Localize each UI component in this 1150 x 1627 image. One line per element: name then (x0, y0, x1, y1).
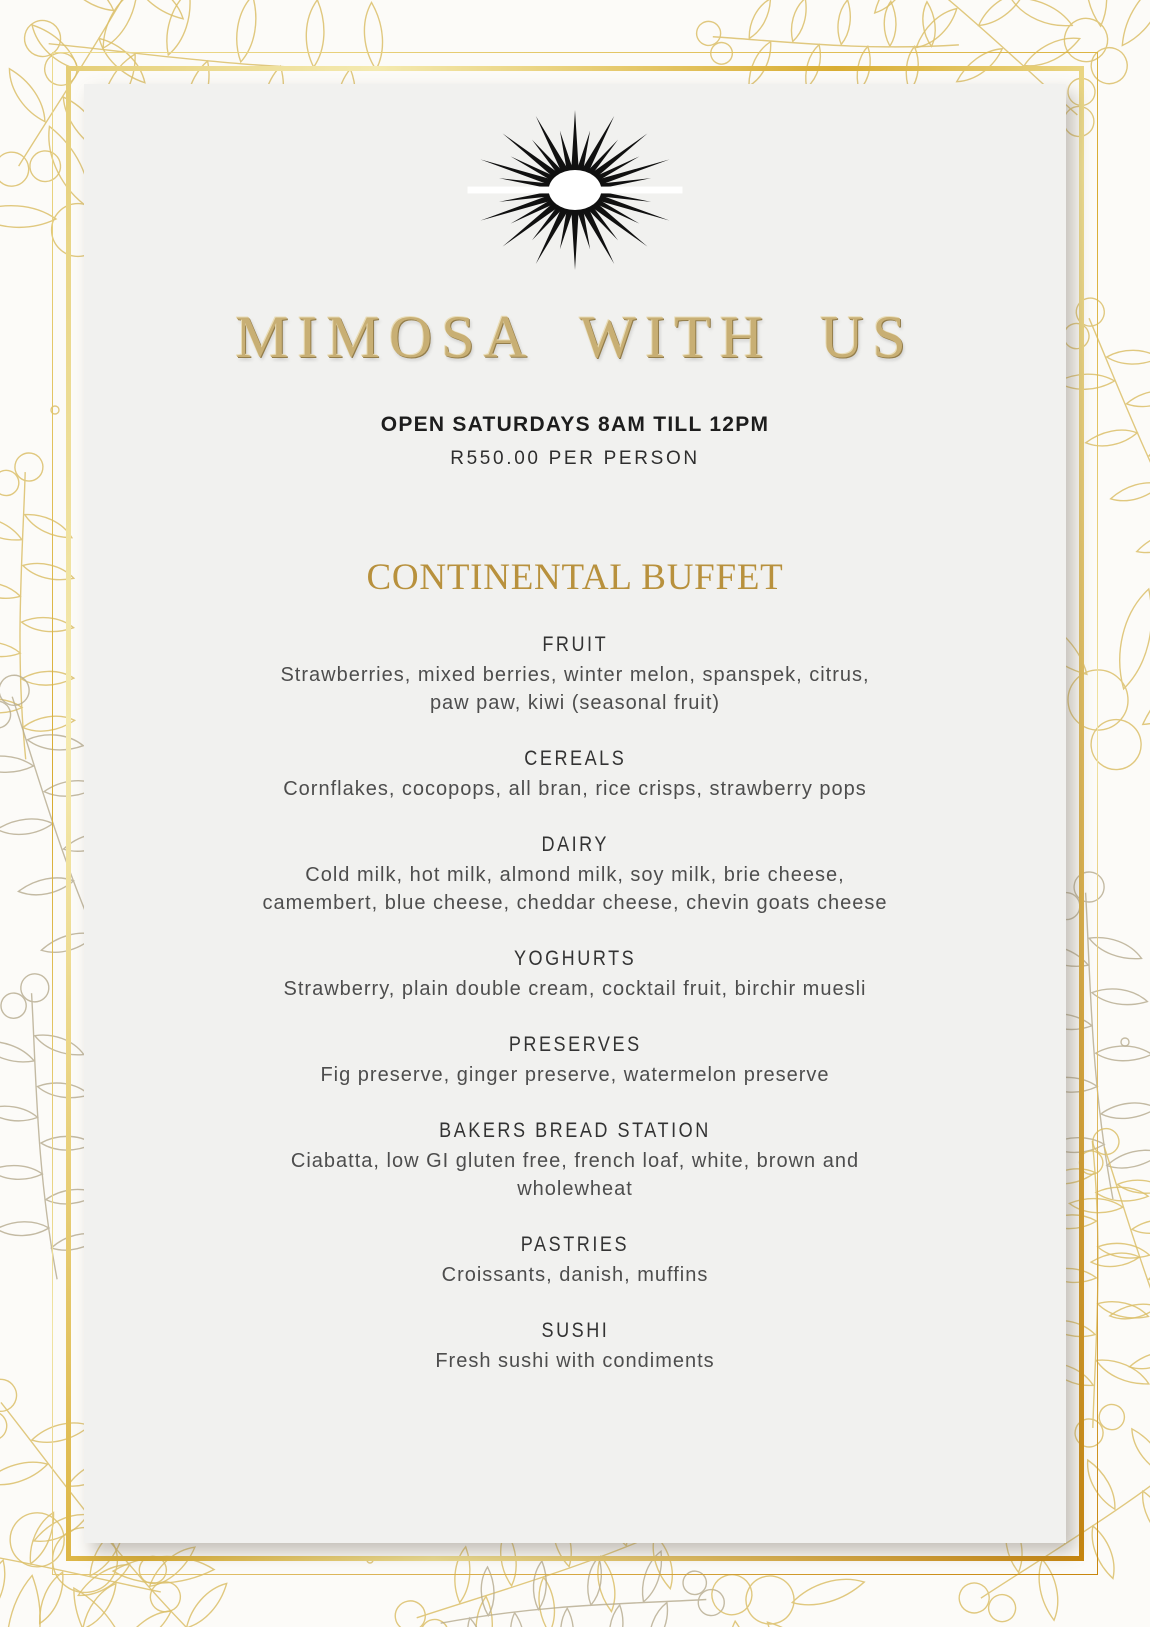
section-items: Cold milk, hot milk, almond milk, soy milk, brie cheese, camembert, blue cheese, cheddar cheese, chevin goats cheese (262, 864, 888, 915)
section-heading: FRUIT (542, 633, 608, 657)
section-items: Strawberries, mixed berries, winter melon, spanspek, citrus, paw paw, kiwi (seasonal fruit) (280, 664, 870, 715)
menu-sections (84, 633, 1066, 1375)
restaurant-title: MIMOSA WITH US (235, 304, 915, 370)
price-per-person-text: R550.00 PER PERSON (450, 448, 700, 470)
section-heading: DAIRY (541, 833, 609, 857)
section-heading: SUSHI (541, 1319, 609, 1343)
menu-section-cereals (84, 747, 1066, 803)
opening-hours-text: OPEN SATURDAYS 8AM TILL 12PM (380, 413, 770, 437)
section-heading: CEREALS (523, 747, 627, 771)
section-items: Fig preserve, ginger preserve, watermelon preserve (320, 1064, 830, 1087)
menu-section-yoghurts (84, 947, 1066, 1003)
menu-section-pastries (84, 1233, 1066, 1289)
menu-section-dairy (84, 833, 1066, 917)
buffet-section-title: CONTINENTAL BUFFET (366, 557, 784, 599)
section-items: Strawberry, plain double cream, cocktail fruit, birchir muesli (283, 978, 867, 1001)
section-items: Cornflakes, cocopops, all bran, rice crisps, strawberry pops (283, 778, 867, 801)
menu-section-preserves (84, 1033, 1066, 1089)
menu-section-sushi (84, 1319, 1066, 1375)
menu-section-fruit (84, 633, 1066, 717)
section-heading: PASTRIES (520, 1233, 630, 1257)
section-heading: PRESERVES (508, 1033, 642, 1057)
section-heading: YOGHURTS (513, 947, 637, 971)
sunburst-icon (467, 106, 683, 274)
section-heading: BAKERS BREAD STATION (439, 1119, 711, 1143)
section-items: Croissants, danish, muffins (441, 1264, 709, 1287)
menu-section-bakers-bread (84, 1119, 1066, 1203)
section-items: Fresh sushi with condiments (435, 1350, 715, 1373)
section-items: Ciabatta, low GI gluten free, french loaf, white, brown and wholewheat (290, 1150, 860, 1201)
menu-panel (84, 84, 1066, 1543)
